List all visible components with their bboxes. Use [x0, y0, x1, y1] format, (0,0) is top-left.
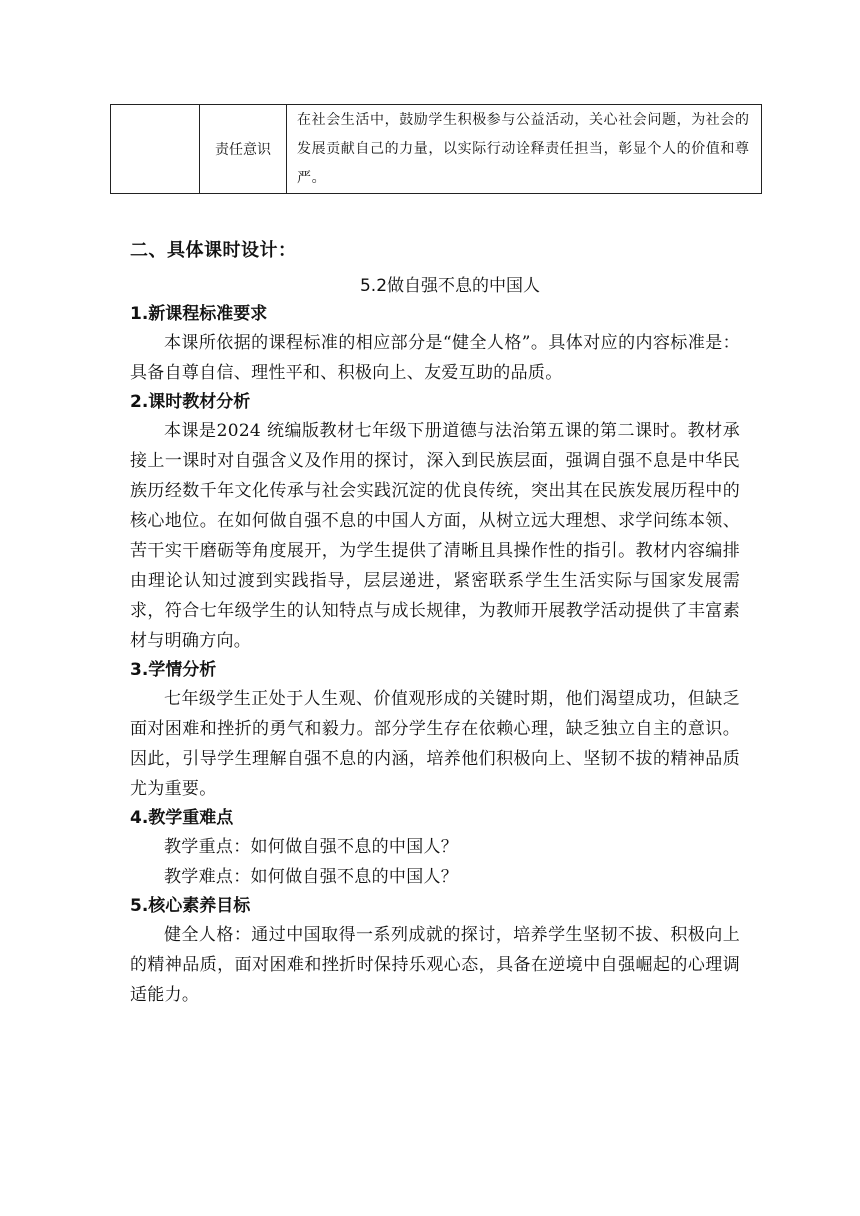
section-title: 5.核心素养目标	[130, 896, 251, 916]
lesson-content	[130, 300, 740, 1010]
table-cell-description: 在社会生活中，鼓励学生积极参与公益活动，关心社会问题，为社会的发展贡献自己的力量，以实际行动诠释责任担当，彰显个人的价值和尊严。	[287, 105, 762, 194]
section-standards	[130, 300, 740, 388]
table-cell-empty	[111, 105, 200, 194]
lesson-title: 5.2做自强不息的中国人	[359, 276, 541, 296]
paragraph: 健全人格：通过中国取得一系列成就的探讨，培养学生坚韧不拔、积极向上的精神品质，面对困难和挫折时保持乐观心态，具备在逆境中自强崛起的心理调适能力。	[130, 925, 740, 1005]
section-student-analysis	[130, 656, 740, 804]
section-heading: 二、具体课时设计：	[130, 240, 297, 261]
table-cell-category: 责任意识	[200, 105, 287, 194]
table-row	[111, 105, 762, 194]
paragraph: 本课是2024 统编版教材七年级下册道德与法治第五课的第二课时。教材承接上一课时对自强含义及作用的探讨，深入到民族层面，强调自强不息是中华民族历经数千年文化传承与社会实践沉淀的优良传统，突出其在民族发展历程中的核心地位。在如何做自强不息的中国人方面，从树立远大理想、求学问练本领、苦干实干磨砺等角度展开，为学生提供了清晰且具操作性的指引。教材内容编排由理论认知过渡到实践指导，层层递进，紧密联系学生生活实际与国家发展需求，符合七年级学生的认知特点与成长规律，为教师开展教学活动提供了丰富素材与明确方向。	[130, 421, 740, 651]
section-core-literacy-goals	[130, 892, 740, 1010]
section-key-points	[130, 804, 740, 892]
paragraph: 本课所依据的课程标准的相应部分是“健全人格”。具体对应的内容标准是：具备自尊自信、理性平和、积极向上、友爱互助的品质。	[130, 333, 740, 383]
section-title: 3.学情分析	[130, 660, 217, 680]
core-literacy-table	[110, 104, 762, 194]
section-title: 2.课时教材分析	[130, 392, 251, 412]
section-title: 4.教学重难点	[130, 808, 234, 828]
paragraph-key-point: 教学重点：如何做自强不息的中国人？	[164, 837, 459, 857]
paragraph: 七年级学生正处于人生观、价值观形成的关键时期，他们渴望成功，但缺乏面对困难和挫折的勇气和毅力。部分学生存在依赖心理，缺乏独立自主的意识。因此，引导学生理解自强不息的内涵，培养他们积极向上、坚韧不拔的精神品质尤为重要。	[130, 689, 740, 799]
paragraph-difficult-point: 教学难点：如何做自强不息的中国人？	[164, 867, 459, 887]
section-textbook-analysis	[130, 388, 740, 656]
section-title: 1.新课程标准要求	[130, 304, 268, 324]
